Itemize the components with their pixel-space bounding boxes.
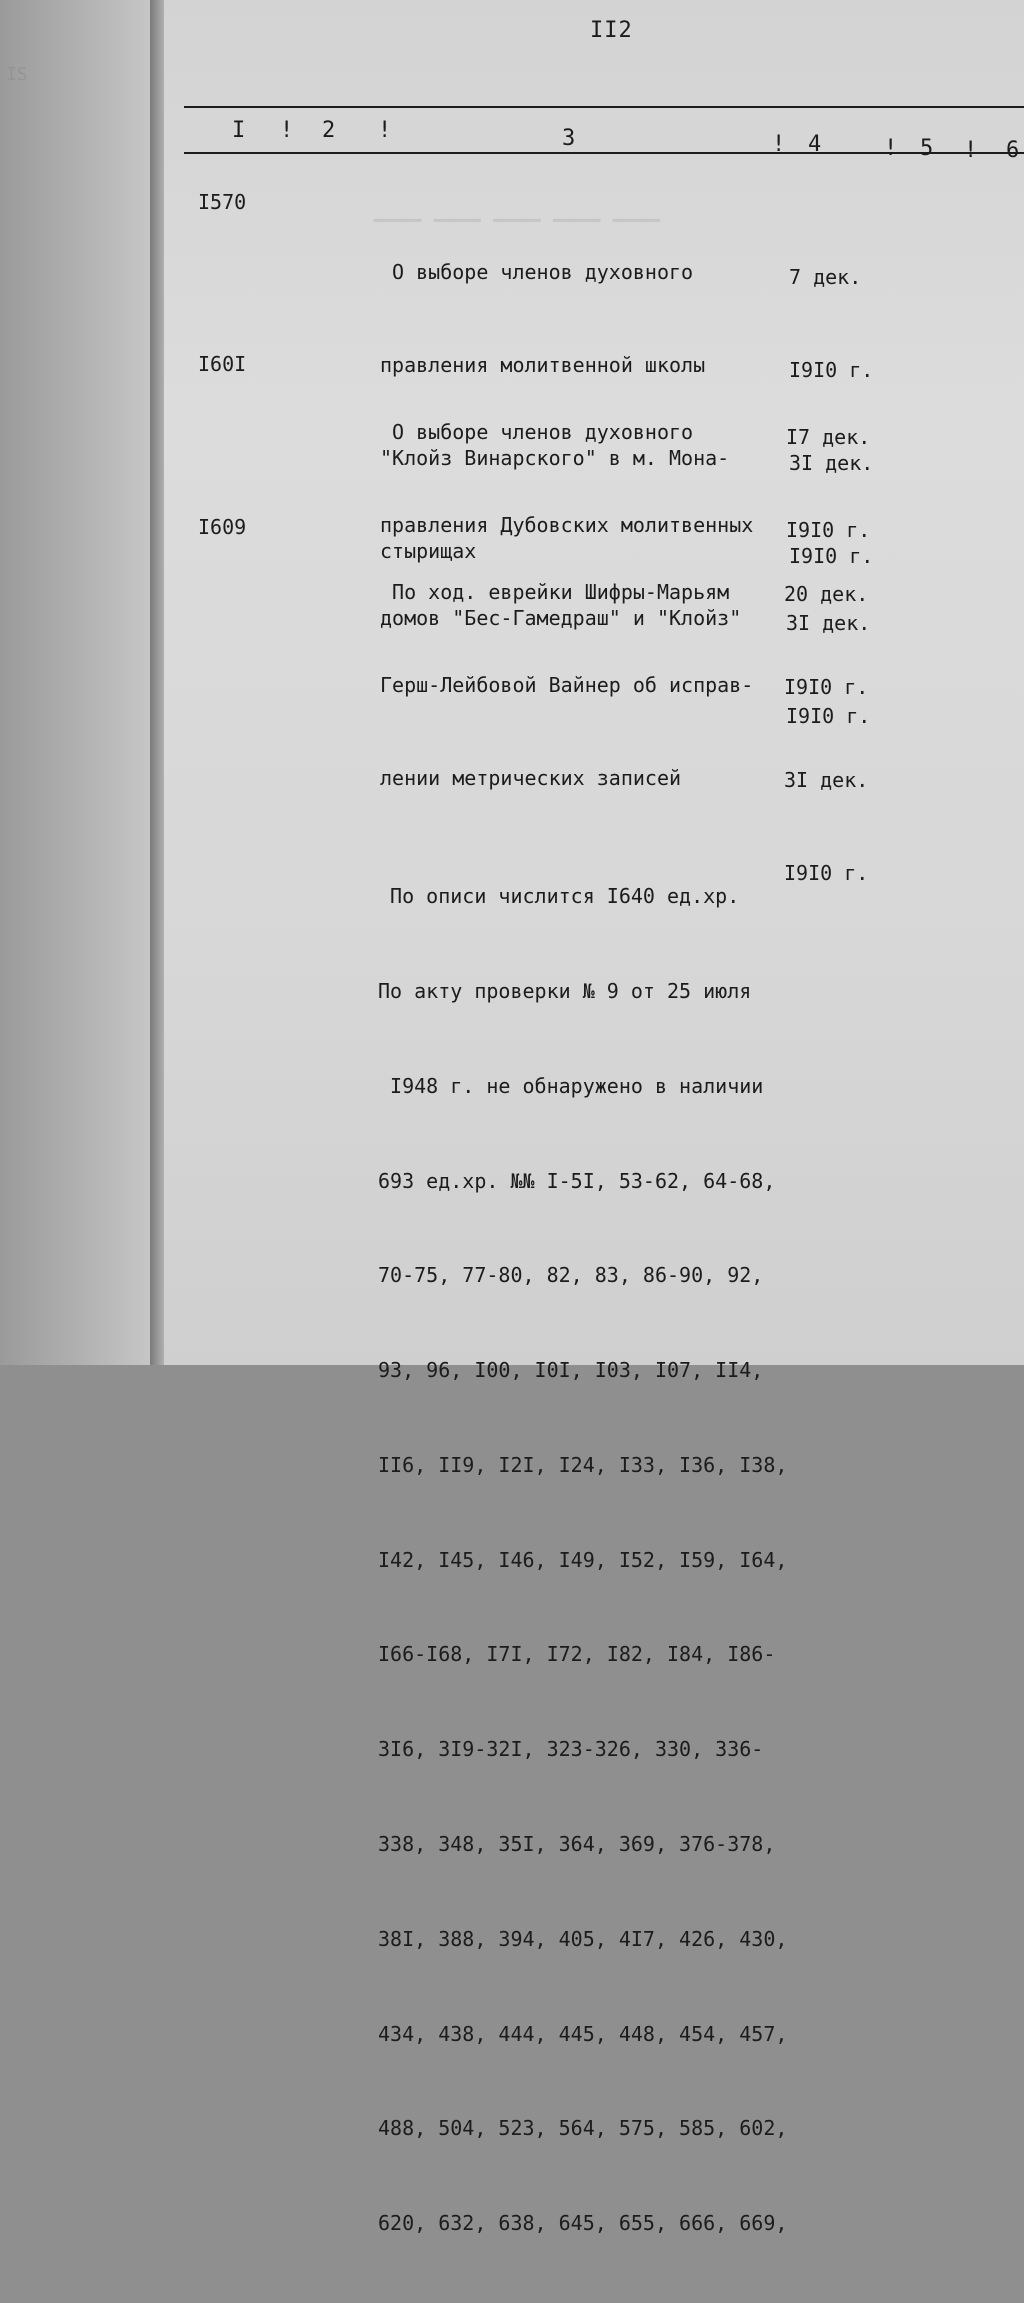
entry-title-line: Герш-Лейбовой Вайнер об исправ- xyxy=(380,673,754,697)
facing-page xyxy=(0,0,160,1365)
header-col-1: I xyxy=(232,118,246,143)
entry-date-line: I9I0 г. xyxy=(789,358,874,382)
entry-title-line: О выборе членов духовного xyxy=(380,260,694,284)
entry-date-line: I9I0 г. xyxy=(784,861,869,885)
header-col-5: 5 xyxy=(920,136,934,161)
entry-dates xyxy=(784,517,894,951)
header-col-2: 2 xyxy=(322,118,336,143)
note-line: 3I6, 3I9-32I, 323-326, 330, 336- xyxy=(378,1737,764,1762)
entry-title-line: О выборе членов духовного xyxy=(380,420,694,444)
note-line: По описи числится I640 ед.хр. xyxy=(378,884,740,909)
entry-title-line: домов "Бес-Гамедраш" и "Клойз" xyxy=(380,606,742,630)
entry-title-line: По ход. еврейки Шифры-Марьям xyxy=(380,580,730,604)
bleed-through-texture: ▁▁▁▁ ▁▁▁▁ ▁▁▁▁ ▁▁▁▁ ▁▁▁▁ xyxy=(374,200,661,222)
entry-title-line: правления молитвенной школы xyxy=(380,353,706,377)
facing-page-bleed-mark: IS xyxy=(6,64,28,85)
note-line: 620, 632, 638, 645, 655, 666, 669, xyxy=(378,2211,788,2236)
entry-number: I609 xyxy=(198,515,247,539)
entry-number: I60I xyxy=(198,352,247,376)
entry-date-line: I7 дек. xyxy=(786,425,871,449)
header-separator: ! xyxy=(378,118,392,143)
entry-title-line: стырищах xyxy=(380,539,477,563)
table-top-rule xyxy=(184,106,1024,108)
header-separator: ! xyxy=(964,138,978,163)
note-line: 693 ед.хр. №№ I-5I, 53-62, 64-68, xyxy=(378,1168,776,1193)
note-line: 488, 504, 523, 564, 575, 585, 602, xyxy=(378,2116,788,2141)
entry-date-line: I9I0 г. xyxy=(789,544,874,568)
note-line: 70-75, 77-80, 82, 83, 86-90, 92, xyxy=(378,1263,764,1288)
entry-date-line: 3I дек. xyxy=(789,451,874,475)
note-line: I948 г. не обнаружено в наличии xyxy=(378,1073,764,1098)
note-line: 38I, 388, 394, 405, 4I7, 426, 430, xyxy=(378,1926,788,1951)
page-number: II2 xyxy=(590,18,633,43)
entry-date-line: I9I0 г. xyxy=(786,704,871,728)
entry-date-line: 20 дек. xyxy=(784,582,869,606)
header-separator: ! xyxy=(280,118,294,143)
note-line: I42, I45, I46, I49, I52, I59, I64, xyxy=(378,1547,788,1572)
header-col-6: 6 xyxy=(1006,138,1020,163)
entry-title-line: лении метрических записей xyxy=(380,766,682,790)
note-line: По акту проверки № 9 от 25 июля xyxy=(378,978,752,1003)
header-separator: ! xyxy=(772,132,786,157)
header-separator: ! xyxy=(884,136,898,161)
table-header-rule xyxy=(184,152,1024,154)
inventory-note xyxy=(378,818,787,2303)
note-line: II6, II9, I2I, I24, I33, I36, I38, xyxy=(378,1452,788,1477)
entry-date-line: 3I дек. xyxy=(784,768,869,792)
document-page xyxy=(164,0,1024,2236)
note-line: 338, 348, 35I, 364, 369, 376-378, xyxy=(378,1832,776,1856)
note-line: 434, 438, 444, 445, 448, 454, 457, xyxy=(378,2021,788,2046)
entry-title-line: правления Дубовских молитвенных xyxy=(380,513,754,537)
header-col-4: 4 xyxy=(808,132,822,157)
entry-number: I570 xyxy=(198,190,247,214)
entry-date-line: I9I0 г. xyxy=(784,675,869,699)
note-line: 93, 96, I00, I0I, I03, I07, II4, xyxy=(378,1358,764,1383)
entry-title-line: "Клойз Винарского" в м. Мона- xyxy=(380,446,730,470)
note-line: I66-I68, I7I, I72, I82, I84, I86- xyxy=(378,1642,776,1667)
entry-date-line: 7 дек. xyxy=(789,265,862,289)
entry-date-line: I9I0 г. xyxy=(786,518,871,542)
entry-title xyxy=(380,515,790,856)
entry-date-line: 3I дек. xyxy=(786,611,871,635)
header-col-3: 3 xyxy=(562,126,576,151)
